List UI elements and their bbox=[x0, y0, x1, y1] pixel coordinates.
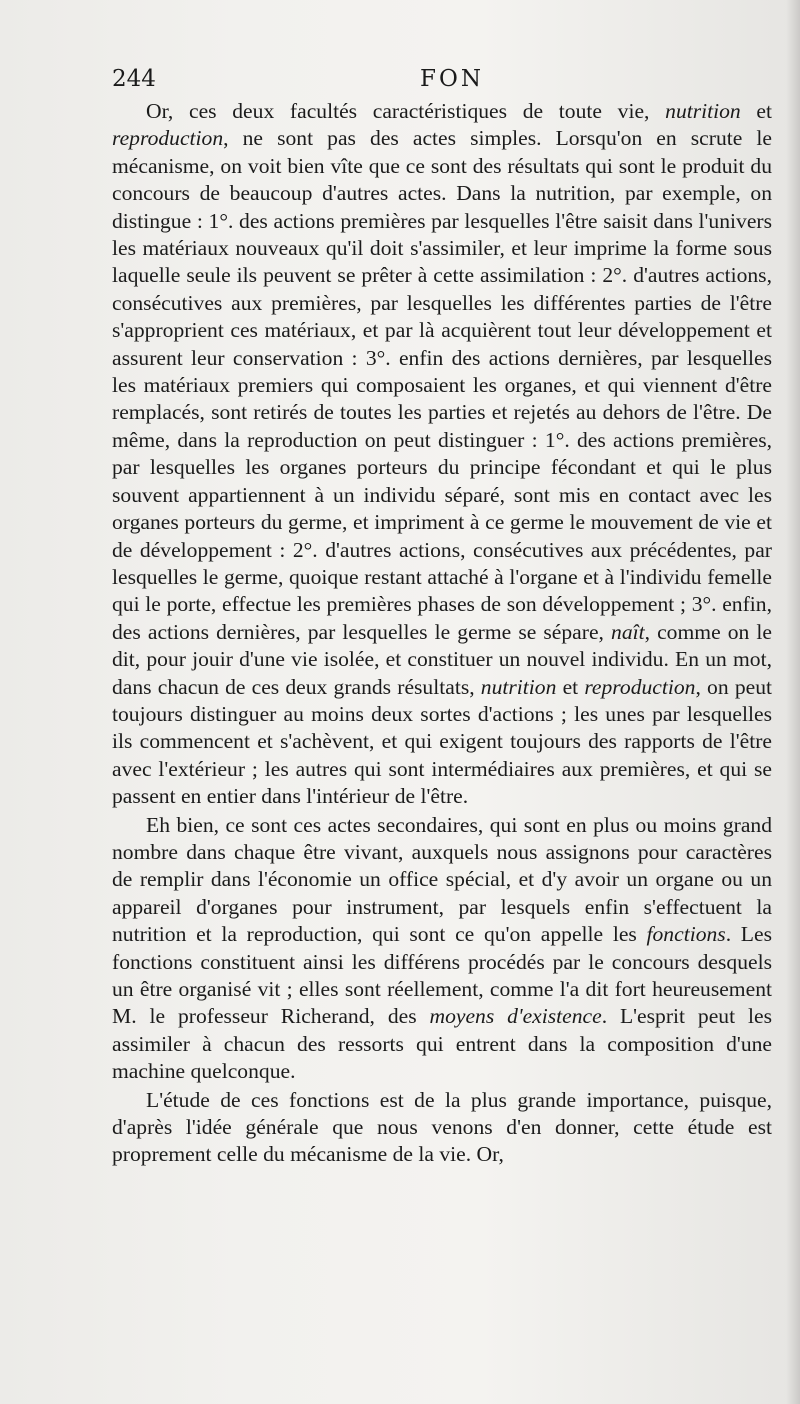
text-run: . L'esprit peut les assimiler à chacun des ressorts qui entrent dans la composition d'une machine quelconque. bbox=[112, 1004, 772, 1084]
paragraph bbox=[112, 1087, 772, 1169]
text-run: Eh bien, ce sont ces actes secondaires, qui sont en plus ou moins grand nombre dans chaque être vivant, auxquels nous assignons pour caractères de remplir dans l'économie un office spécial, et d'y avoir un organe ou un appareil d'organes pour instrument, par lesquels enfin s'effectuent la nutrition et la reproduction, qui sont ce qu'on appelle les bbox=[112, 812, 772, 947]
text-run: L'étude de ces fonctions est de la plus grande importance, puisque, d'après l'idée générale que nous venons d'en donner, cette étude est proprement celle du mécanisme de la vie. Or, bbox=[112, 1087, 772, 1167]
running-head: FON bbox=[420, 66, 484, 92]
italic-text: nutrition bbox=[665, 99, 741, 123]
page-gutter-shadow bbox=[786, 0, 800, 1404]
text-run: Or, ces deux facultés caractéristiques de toute vie, bbox=[146, 99, 666, 123]
body-text bbox=[112, 98, 772, 1169]
page-number: 244 bbox=[112, 66, 156, 92]
italic-text: reproduction bbox=[112, 126, 224, 151]
italic-text: fonctions bbox=[646, 922, 726, 947]
paragraph bbox=[112, 98, 772, 811]
italic-text: nutrition bbox=[480, 674, 557, 699]
italic-text: reproduction bbox=[584, 674, 696, 699]
text-run: et bbox=[556, 674, 585, 699]
text-run: , ne sont pas des actes simples. Lorsqu'on en scrute le mécanisme, on voit bien vîte que ce sont des résultats qui sont le produit du concours de beaucoup d'autres actes. Dans la nutrition, par exemple, on distingue : 1°. des actions premières par lesquelles l'être saisit dans l'univers les matériaux nouveaux qu'il doit s'assimiler, et leur imprime la forme sous laquelle seule ils peuvent se prêter à cette assimilation : 2°. d'autres actions, consécutives aux premières, par lesquelles les différentes parties de l'être s'approprient ces matériaux, et par là acquièrent tout leur développement et assurent leur conservation : 3°. enfin des actions dernières, par lesquelles les matériaux premiers qui composaient les organes, et qui viennent d'être remplacés, sont retirés de toutes les parties et rejetés au dehors de l'être. De même, dans la reproduction on peut distinguer : 1°. des actions premières, par lesquelles les organes porteurs du principe fécondant et qui le plus souvent appartiennent à un individu séparé, sont mis en contact avec les organes porteurs du germe, et impriment à ce germe le mouvement de vie et de développement : 2°. d'autres actions, consécutives aux précédentes, par lesquelles le germe, quoique restant attaché à l'organe et à l'individu femelle qui le porte, effectue les premières phases de son développement ; 3°. enfin, des actions dernières, par lesquelles le germe se sépare, bbox=[112, 126, 772, 644]
text-run: , comme on le dit, pour jouir d'une vie isolée, et constituer un nouvel individu. En un mot, dans chacun de ces deux grands résultats, bbox=[112, 619, 772, 699]
italic-text: naît bbox=[611, 619, 645, 644]
text-run: , on peut toujours distinguer au moins deux sortes d'actions ; les unes par lesquelles ils commencent et s'achèvent, et qui exigent toujours des rapports de l'être avec l'extérieur ; les autres qui sont intermédiaires aux premières, et qui se passent en entier dans l'intérieur de l'être. bbox=[112, 674, 772, 809]
text-run: . Les fonctions constituent ainsi les différens procédés par le concours desquels un être organisé vit ; elles sont réellement, comme l'a dit fort heureusement M. le professeur Richerand, des bbox=[112, 922, 772, 1029]
italic-text: moyens d'existence bbox=[429, 1004, 602, 1029]
page-header bbox=[112, 66, 792, 94]
paragraph bbox=[112, 812, 772, 1086]
text-run: et bbox=[740, 99, 773, 123]
